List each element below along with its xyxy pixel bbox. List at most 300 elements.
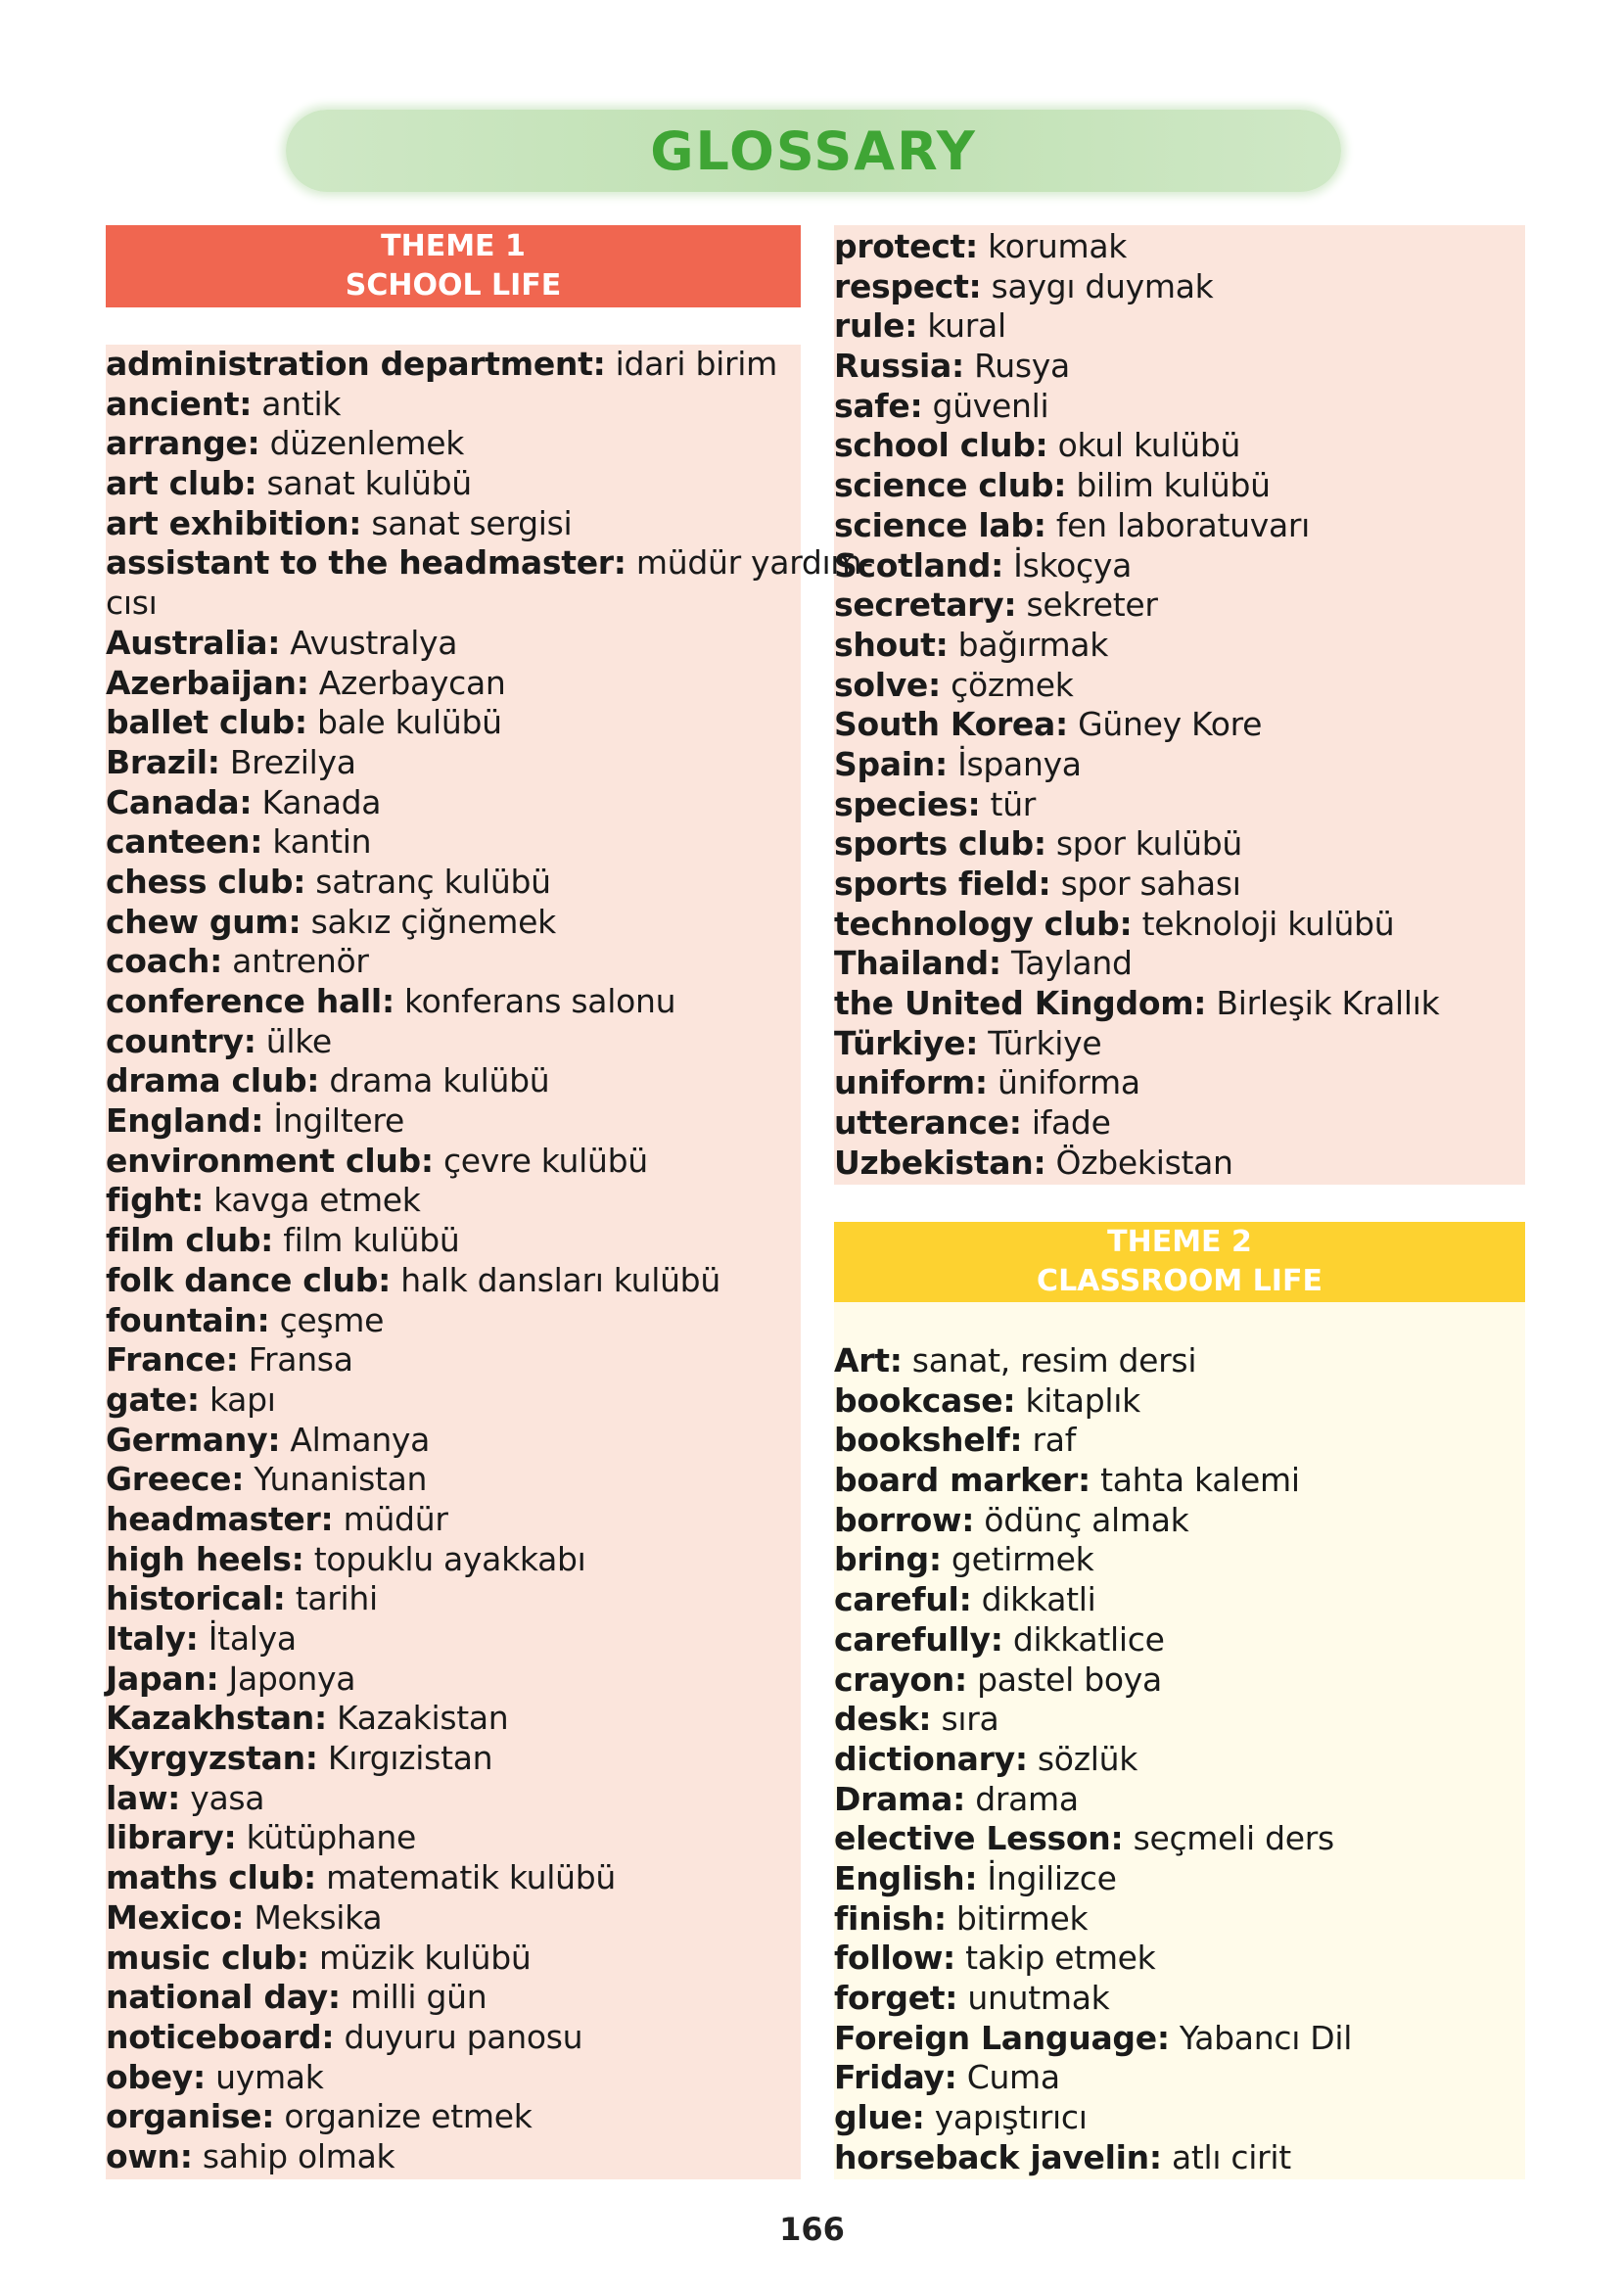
glossary-term: secretary bbox=[834, 585, 1004, 625]
term-separator: : bbox=[933, 1898, 947, 1938]
term-separator: : bbox=[968, 266, 982, 305]
glossary-entry bbox=[106, 1939, 801, 1979]
term-separator: : bbox=[167, 1778, 181, 1817]
glossary-term: desk bbox=[834, 1700, 919, 1739]
term-separator: : bbox=[934, 744, 948, 783]
term-separator: : bbox=[206, 1659, 219, 1698]
term-separator: : bbox=[1148, 2137, 1162, 2176]
term-separator: : bbox=[288, 902, 302, 941]
glossary-definition: İskoçya bbox=[1002, 545, 1133, 584]
theme1-header-number: THEME 1 bbox=[381, 229, 526, 263]
glossary-term: Kyrgyzstan bbox=[106, 1739, 305, 1778]
glossary-definition: çözmek bbox=[940, 665, 1074, 704]
glossary-entry bbox=[834, 1063, 1525, 1103]
glossary-term: protect bbox=[834, 227, 965, 265]
glossary-entry bbox=[834, 1540, 1525, 1580]
term-separator: : bbox=[952, 1779, 965, 1818]
glossary-term: France bbox=[106, 1340, 226, 1379]
glossary-definition: İngilizce bbox=[977, 1858, 1117, 1897]
term-separator: : bbox=[592, 345, 606, 383]
glossary-entry bbox=[834, 1461, 1525, 1501]
glossary-term: folk dance club bbox=[106, 1260, 379, 1299]
term-separator: : bbox=[964, 1858, 978, 1897]
glossary-definition: yasa bbox=[180, 1778, 265, 1817]
glossary-entry bbox=[834, 1341, 1525, 1381]
glossary-entry bbox=[834, 2098, 1525, 2138]
term-separator: : bbox=[185, 1619, 199, 1658]
glossary-definition: Almanya bbox=[280, 1420, 431, 1459]
term-separator: : bbox=[327, 1978, 341, 2017]
glossary-entry bbox=[106, 1261, 801, 1301]
term-separator: : bbox=[303, 1858, 316, 1897]
glossary-definition: müzik kulübü bbox=[308, 1938, 532, 1977]
glossary-definition: organize etmek bbox=[274, 2097, 533, 2136]
term-separator: : bbox=[239, 782, 253, 821]
glossary-definition: uymak bbox=[205, 2057, 324, 2096]
term-separator: : bbox=[231, 1460, 245, 1499]
glossary-definition: antrenör bbox=[221, 942, 369, 981]
term-separator: : bbox=[928, 1540, 942, 1579]
glossary-term: utterance bbox=[834, 1103, 1009, 1143]
glossary-term: Azerbaijan bbox=[106, 663, 297, 702]
glossary-term: board marker bbox=[834, 1461, 1078, 1500]
glossary-term: Canada bbox=[106, 782, 240, 821]
glossary-term: Drama bbox=[834, 1779, 953, 1818]
glossary-definition: ülke bbox=[255, 1021, 332, 1060]
term-separator: : bbox=[961, 1500, 975, 1539]
glossary-entry bbox=[106, 385, 801, 425]
glossary-entry bbox=[834, 824, 1525, 865]
glossary-entry bbox=[106, 1221, 801, 1261]
glossary-term: borrow bbox=[834, 1500, 962, 1539]
glossary-definition: kantin bbox=[262, 822, 372, 862]
term-separator: : bbox=[1002, 1380, 1016, 1420]
glossary-term: sports club bbox=[834, 824, 1034, 864]
glossary-definition: fen laboratuvarı bbox=[1045, 505, 1311, 544]
glossary-term: English bbox=[834, 1858, 965, 1897]
theme2-entry-list bbox=[834, 1341, 1525, 2177]
term-separator: : bbox=[1035, 426, 1048, 465]
glossary-entry bbox=[834, 2019, 1525, 2059]
glossary-term: assistant to the headmaster bbox=[106, 543, 614, 583]
glossary-entry bbox=[106, 1142, 801, 1182]
glossary-term: ancient bbox=[106, 384, 240, 423]
glossary-term: safe bbox=[834, 386, 910, 425]
term-separator: : bbox=[1156, 2018, 1170, 2057]
glossary-entry bbox=[834, 705, 1525, 745]
term-separator: : bbox=[381, 982, 394, 1020]
glossary-entry bbox=[106, 345, 801, 385]
glossary-definition: dikkatlice bbox=[1002, 1619, 1165, 1659]
glossary-term: Türkiye bbox=[834, 1023, 966, 1062]
glossary-entry bbox=[834, 1580, 1525, 1620]
theme2-header-title: CLASSROOM LIFE bbox=[1037, 1264, 1322, 1298]
glossary-entry bbox=[834, 2138, 1525, 2178]
glossary-definition: atlı cirit bbox=[1161, 2137, 1291, 2176]
term-separator: : bbox=[272, 1579, 286, 1618]
glossary-entry bbox=[834, 1780, 1525, 1820]
glossary-term: law bbox=[106, 1778, 168, 1817]
glossary-entry bbox=[106, 2018, 801, 2058]
term-separator: : bbox=[945, 1979, 958, 2017]
glossary-entry bbox=[834, 306, 1525, 347]
glossary-term: Greece bbox=[106, 1460, 232, 1499]
glossary-term: Thailand bbox=[834, 944, 989, 983]
glossary-entry bbox=[834, 1421, 1525, 1461]
glossary-definition: seçmeli ders bbox=[1123, 1819, 1334, 1858]
glossary-term: rule bbox=[834, 306, 905, 346]
glossary-definition: İngiltere bbox=[263, 1101, 404, 1141]
glossary-title-banner bbox=[286, 110, 1341, 192]
term-separator: : bbox=[1038, 865, 1051, 903]
glossary-entry bbox=[834, 506, 1525, 546]
term-separator: : bbox=[944, 2058, 957, 2097]
glossary-definition: ödünç almak bbox=[974, 1500, 1189, 1539]
glossary-definition: Brezilya bbox=[219, 742, 356, 781]
glossary-entry bbox=[834, 2058, 1525, 2098]
term-separator: : bbox=[293, 862, 306, 901]
glossary-term: maths club bbox=[106, 1858, 304, 1897]
glossary-entry bbox=[106, 1540, 801, 1580]
glossary-definition: kitaplık bbox=[1015, 1380, 1140, 1420]
glossary-entry bbox=[106, 743, 801, 783]
glossary-term: technology club bbox=[834, 904, 1120, 943]
glossary-entry bbox=[106, 942, 801, 982]
term-separator: : bbox=[378, 1260, 391, 1299]
term-separator: : bbox=[889, 1341, 903, 1379]
glossary-term: uniform bbox=[834, 1063, 975, 1102]
page-number: 166 bbox=[779, 2211, 845, 2248]
glossary-entry bbox=[834, 267, 1525, 307]
glossary-definition: kütüphane bbox=[236, 1818, 417, 1857]
glossary-definition: matematik kulübü bbox=[315, 1858, 616, 1897]
glossary-term: species bbox=[834, 784, 968, 823]
term-separator: : bbox=[951, 347, 964, 386]
glossary-term: follow bbox=[834, 1939, 944, 1978]
glossary-definition: konferans salonu bbox=[394, 982, 676, 1020]
glossary-entry bbox=[106, 822, 801, 863]
glossary-entry bbox=[106, 903, 801, 943]
glossary-definition: sahip olmak bbox=[192, 2136, 395, 2175]
glossary-term: art exhibition bbox=[106, 503, 349, 542]
glossary-term: canteen bbox=[106, 822, 251, 862]
term-separator: : bbox=[1193, 984, 1207, 1023]
glossary-definition: saygı duymak bbox=[981, 266, 1214, 305]
term-separator: : bbox=[943, 1939, 955, 1978]
glossary-definition: tarihi bbox=[285, 1579, 378, 1618]
glossary-entry bbox=[106, 863, 801, 903]
term-separator: : bbox=[911, 2098, 925, 2137]
glossary-entry bbox=[834, 1103, 1525, 1144]
term-separator: : bbox=[306, 1061, 320, 1100]
glossary-definition: drama kulübü bbox=[319, 1061, 550, 1100]
term-separator: : bbox=[1033, 505, 1046, 544]
glossary-term: film club bbox=[106, 1221, 261, 1260]
glossary-term: historical bbox=[106, 1579, 273, 1618]
term-separator: : bbox=[294, 703, 307, 742]
term-separator: : bbox=[1053, 466, 1067, 505]
glossary-term: science club bbox=[834, 466, 1054, 505]
glossary-definition: müdür bbox=[333, 1499, 448, 1538]
glossary-entry bbox=[834, 1859, 1525, 1899]
glossary-definition: kapı bbox=[199, 1379, 276, 1419]
term-separator: : bbox=[1008, 1103, 1022, 1143]
glossary-term: Kazakhstan bbox=[106, 1699, 314, 1738]
glossary-term: obey bbox=[106, 2057, 193, 2096]
glossary-definition: Yabancı Dil bbox=[1169, 2018, 1353, 2057]
term-separator: : bbox=[348, 503, 362, 542]
glossary-term: high heels bbox=[106, 1539, 292, 1578]
glossary-entry bbox=[834, 585, 1525, 626]
glossary-term: glue bbox=[834, 2098, 912, 2137]
glossary-definition: güvenli bbox=[922, 386, 1049, 425]
glossary-entry bbox=[106, 1101, 801, 1142]
glossary-entry bbox=[106, 1579, 801, 1619]
glossary-definition: bale kulübü bbox=[306, 703, 502, 742]
glossary-definition: bitirmek bbox=[946, 1898, 1089, 1938]
glossary-entry bbox=[834, 984, 1525, 1024]
glossary-definition: Yunanistan bbox=[244, 1460, 428, 1499]
theme1-continued-entry-list bbox=[834, 227, 1525, 1184]
glossary-term: forget bbox=[834, 1979, 946, 2017]
glossary-term: gate bbox=[106, 1379, 187, 1419]
glossary-entry bbox=[834, 785, 1525, 825]
term-separator: : bbox=[296, 663, 309, 702]
term-separator: : bbox=[918, 1700, 932, 1739]
glossary-definition: teknoloji kulübü bbox=[1132, 904, 1395, 943]
glossary-definition: çevre kulübü bbox=[433, 1141, 648, 1180]
glossary-term: Italy bbox=[106, 1619, 186, 1658]
term-separator: : bbox=[256, 1300, 270, 1339]
term-separator: : bbox=[251, 1101, 264, 1141]
glossary-term: Foreign Language bbox=[834, 2018, 1157, 2057]
glossary-entry bbox=[834, 546, 1525, 586]
glossary-entry bbox=[106, 1301, 801, 1341]
glossary-definition: Özbekistan bbox=[1045, 1143, 1233, 1182]
glossary-entry bbox=[834, 1144, 1525, 1184]
glossary-definition: korumak bbox=[977, 227, 1128, 265]
term-separator: : bbox=[935, 625, 949, 664]
term-separator: : bbox=[267, 623, 281, 662]
glossary-definition: idari birim bbox=[605, 345, 777, 383]
term-separator: : bbox=[244, 464, 257, 503]
glossary-entry bbox=[834, 1501, 1525, 1541]
glossary-entry bbox=[106, 1699, 801, 1739]
glossary-definition: kavga etmek bbox=[203, 1181, 421, 1220]
term-separator: : bbox=[313, 1699, 327, 1738]
glossary-entry bbox=[834, 1620, 1525, 1660]
glossary-term: library bbox=[106, 1818, 224, 1857]
glossary-term: bookshelf bbox=[834, 1421, 1010, 1460]
glossary-definition: Japonya bbox=[218, 1659, 356, 1698]
glossary-entry bbox=[834, 426, 1525, 466]
glossary-definition: antik bbox=[252, 384, 342, 423]
glossary-term: Russia bbox=[834, 347, 951, 386]
glossary-term: country bbox=[106, 1021, 244, 1060]
glossary-term: own bbox=[106, 2136, 180, 2175]
glossary-term: noticeboard bbox=[106, 2017, 322, 2056]
glossary-definition: Güney Kore bbox=[1067, 705, 1263, 744]
glossary-entry bbox=[834, 1381, 1525, 1422]
glossary-definition: sanat, resim dersi bbox=[902, 1341, 1197, 1379]
glossary-term: arrange bbox=[106, 424, 248, 463]
glossary-term: Japan bbox=[106, 1659, 207, 1698]
term-separator: : bbox=[1033, 824, 1046, 864]
glossary-definition: Meksika bbox=[244, 1897, 383, 1937]
glossary-entry bbox=[834, 1700, 1525, 1740]
term-separator: : bbox=[296, 1938, 309, 1977]
term-separator: : bbox=[260, 1221, 274, 1260]
glossary-definition: Avustralya bbox=[280, 623, 458, 662]
glossary-definition: üniforma bbox=[987, 1063, 1140, 1102]
glossary-entry bbox=[106, 1421, 801, 1461]
glossary-term: Australia bbox=[106, 623, 268, 662]
glossary-term: fountain bbox=[106, 1300, 257, 1339]
term-separator: : bbox=[988, 944, 1001, 983]
glossary-entry bbox=[106, 1779, 801, 1819]
glossary-entry bbox=[106, 424, 801, 464]
term-separator: : bbox=[958, 1580, 972, 1619]
glossary-entry bbox=[106, 624, 801, 664]
glossary-definition: raf bbox=[1022, 1421, 1077, 1460]
glossary-term: the United Kingdom bbox=[834, 984, 1194, 1023]
glossary-term: ballet club bbox=[106, 703, 295, 742]
glossary-term: sports field bbox=[834, 865, 1039, 903]
glossary-entry bbox=[834, 227, 1525, 267]
glossary-definition: Kanada bbox=[252, 782, 382, 821]
term-separator: : bbox=[207, 742, 220, 781]
glossary-definition: ifade bbox=[1021, 1103, 1111, 1143]
glossary-definition: sanat kulübü bbox=[256, 464, 472, 503]
glossary-term: school club bbox=[834, 426, 1036, 465]
term-separator: : bbox=[186, 1379, 200, 1419]
term-separator: : bbox=[991, 545, 1003, 584]
glossary-definition: pastel boya bbox=[966, 1660, 1162, 1699]
glossary-term: solve bbox=[834, 665, 929, 704]
term-separator: : bbox=[304, 1739, 318, 1778]
glossary-term: respect bbox=[834, 266, 969, 305]
glossary-entry bbox=[106, 504, 801, 544]
term-separator: : bbox=[247, 424, 260, 463]
glossary-term: coach bbox=[106, 942, 210, 981]
glossary-definition: topuklu ayakkabı bbox=[303, 1539, 586, 1578]
glossary-definition: sıra bbox=[931, 1700, 999, 1739]
glossary-definition: sekreter bbox=[1016, 585, 1158, 625]
term-separator: : bbox=[974, 1063, 988, 1102]
glossary-definition: Rusya bbox=[963, 347, 1070, 386]
glossary-term: Scotland bbox=[834, 545, 992, 584]
glossary-definition: bilim kulübü bbox=[1066, 466, 1271, 505]
glossary-definition: Fransa bbox=[238, 1340, 353, 1379]
theme2-header-number: THEME 2 bbox=[1107, 1225, 1252, 1259]
term-separator: : bbox=[321, 2017, 335, 2056]
glossary-definition: duyuru panosu bbox=[334, 2017, 583, 2056]
glossary-definition: tahta kalemi bbox=[1090, 1461, 1300, 1500]
glossary-entry bbox=[106, 1818, 801, 1858]
glossary-term: Art bbox=[834, 1341, 890, 1379]
glossary-term: organise bbox=[106, 2097, 262, 2136]
glossary-term: science lab bbox=[834, 505, 1034, 544]
glossary-term: Brazil bbox=[106, 742, 208, 781]
glossary-definition: Türkiye bbox=[978, 1023, 1102, 1062]
glossary-definition: Birleşik Krallık bbox=[1206, 984, 1440, 1023]
term-separator: : bbox=[243, 1021, 256, 1060]
glossary-entry bbox=[106, 464, 801, 504]
glossary-entry bbox=[106, 1500, 801, 1540]
glossary-term: Friday bbox=[834, 2058, 945, 2097]
glossary-definition: Kırgızistan bbox=[317, 1739, 493, 1778]
glossary-entry bbox=[106, 2097, 801, 2137]
glossary-entry bbox=[106, 1061, 801, 1101]
term-separator: : bbox=[964, 227, 978, 265]
glossary-term: Spain bbox=[834, 744, 935, 783]
glossary-term: music club bbox=[106, 1938, 297, 1977]
glossary-term: chew gum bbox=[106, 902, 289, 941]
glossary-entry bbox=[834, 1979, 1525, 2019]
glossary-term: conference hall bbox=[106, 982, 382, 1020]
glossary-term: art club bbox=[106, 464, 245, 503]
glossary-definition: çeşme bbox=[269, 1300, 385, 1339]
glossary-entry bbox=[106, 1619, 801, 1660]
glossary-definition: getirmek bbox=[941, 1540, 1094, 1579]
term-separator: : bbox=[225, 1340, 239, 1379]
glossary-definition-continuation: cısı bbox=[106, 584, 158, 623]
term-separator: : bbox=[231, 1897, 245, 1937]
glossary-term: dictionary bbox=[834, 1739, 1015, 1778]
glossary-term: Germany bbox=[106, 1420, 268, 1459]
glossary-definition: sanat sergisi bbox=[361, 503, 573, 542]
glossary-definition: kural bbox=[917, 306, 1006, 346]
term-separator: : bbox=[1014, 1739, 1028, 1778]
glossary-term: administration department bbox=[106, 345, 593, 383]
term-separator: : bbox=[191, 1181, 204, 1220]
glossary-term: drama club bbox=[106, 1061, 307, 1100]
glossary-definition: müdür yardım- bbox=[626, 543, 873, 583]
glossary-term: headmaster bbox=[106, 1499, 321, 1538]
term-separator: : bbox=[1110, 1819, 1124, 1858]
term-separator: : bbox=[1009, 1421, 1023, 1460]
term-separator: : bbox=[239, 384, 253, 423]
glossary-definition: sözlük bbox=[1027, 1739, 1138, 1778]
glossary-entry bbox=[834, 347, 1525, 387]
glossary-entry bbox=[834, 1024, 1525, 1064]
glossary-term: South Korea bbox=[834, 705, 1055, 744]
glossary-entry bbox=[834, 1939, 1525, 1979]
term-separator: : bbox=[953, 1660, 967, 1699]
glossary-entry bbox=[834, 626, 1525, 666]
glossary-term: finish bbox=[834, 1898, 934, 1938]
glossary-entry bbox=[834, 1819, 1525, 1859]
glossary-definition: Kazakistan bbox=[326, 1699, 509, 1738]
theme2-header bbox=[834, 1222, 1525, 1302]
glossary-definition: yapıştırıcı bbox=[924, 2098, 1088, 2137]
glossary-entry bbox=[106, 1460, 801, 1500]
glossary-term: fight bbox=[106, 1181, 192, 1220]
term-separator: : bbox=[420, 1141, 434, 1180]
glossary-entry bbox=[106, 1739, 801, 1779]
glossary-entry bbox=[834, 666, 1525, 706]
glossary-definition: tür bbox=[980, 784, 1037, 823]
term-separator: : bbox=[909, 386, 923, 425]
glossary-definition: Azerbaycan bbox=[308, 663, 506, 702]
theme1-header bbox=[106, 225, 801, 307]
term-separator: : bbox=[965, 1023, 979, 1062]
term-separator: : bbox=[267, 1420, 281, 1459]
theme1-header-title: SCHOOL LIFE bbox=[345, 268, 562, 303]
glossary-term: bring bbox=[834, 1540, 929, 1579]
glossary-entry bbox=[106, 2058, 801, 2098]
glossary-term: careful bbox=[834, 1580, 959, 1619]
